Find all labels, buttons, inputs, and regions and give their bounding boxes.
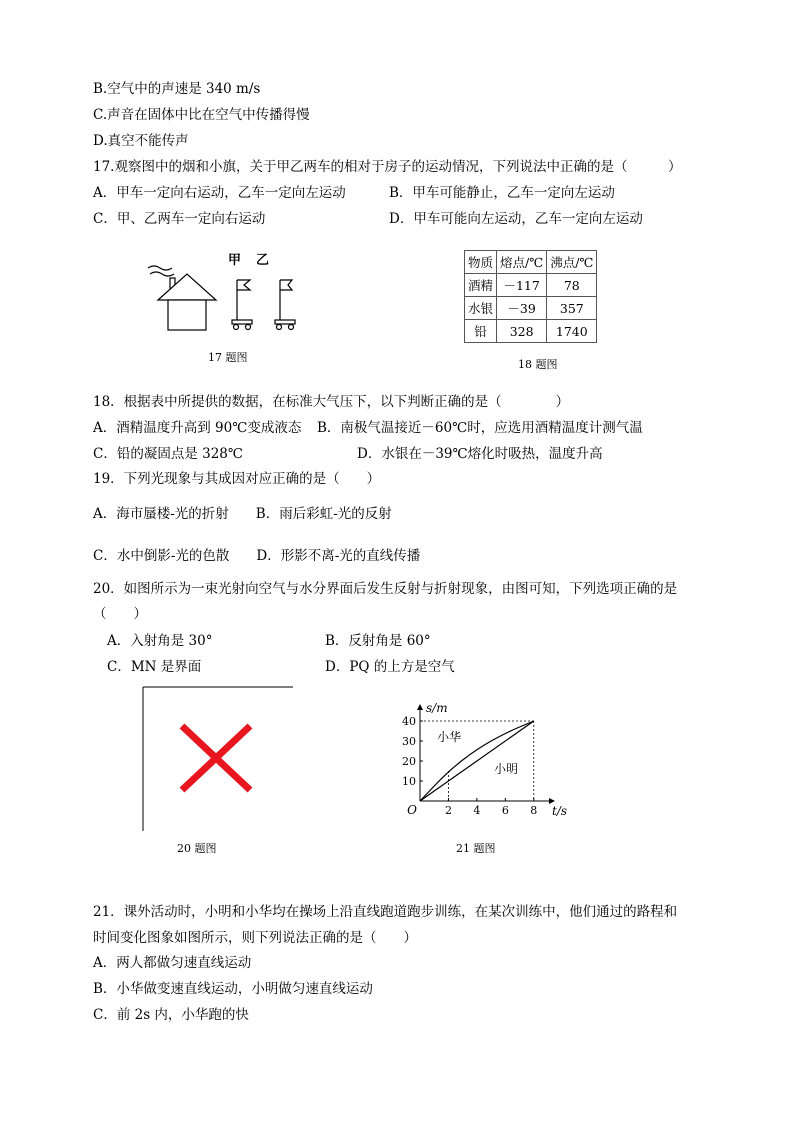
figure-21-chart [398,700,568,826]
figure-20-placeholder [142,686,294,832]
q17-option-c: C．甲、乙两车一定向右运动 [93,211,266,227]
q21-option-b: B．小华做变速直线运动，小明做匀速直线运动 [93,981,373,997]
q17-stem: 17.观察图中的烟和小旗，关于甲乙两车的相对于房子的运动情况，下列说法中正确的是（ ） [93,159,682,175]
q18-option-d: D．水银在－39℃熔化时吸热，温度升高 [357,446,603,462]
label-jia: 甲 [228,253,242,268]
y-axis-label: s/m [426,701,448,715]
q16-option-c: C.声音在固体中比在空气中传播得慢 [93,107,310,123]
table-cell: 酒精 [465,274,497,297]
q20-option-b: B．反射角是 60° [325,633,431,649]
y-tick-label: 20 [402,755,416,768]
cart-yi-icon [275,280,295,330]
series-label-xiaohua: 小华 [437,730,462,744]
table-cell: 78 [547,274,597,297]
q16-option-d: D.真空不能传声 [93,133,189,149]
q20-option-a: A．入射角是 30° [107,633,213,649]
q19-stem: 19．下列光现象与其成因对应正确的是（ ） [93,471,381,487]
y-tick-label: 30 [402,735,416,748]
q17-option-d: D．甲车可能向左运动，乙车一定向左运动 [389,211,643,227]
table-row [465,297,597,320]
x-tick-label: 8 [530,804,538,817]
q20-option-d: D．PQ 的上方是空气 [325,659,455,675]
q20-paren: （ ） [93,606,147,622]
q19-options-ab: A．海市蜃楼-光的折射 B．雨后彩虹-光的反射 [93,506,392,522]
table-header: 熔点/℃ [497,251,547,274]
table-header-row [465,251,597,274]
table-row [465,320,597,343]
y-tick-label: 10 [402,775,416,788]
x-tick-label: 6 [501,804,509,817]
label-yi: 乙 [256,253,270,268]
fig18-caption: 18 题图 [518,358,558,371]
q21-stem-line2: 时间变化图象如图所示，则下列说法正确的是（ ） [93,930,417,946]
q19-options-cd: C．水中倒影-光的色散 D．形影不离-光的直线传播 [93,548,421,564]
table-cell: 1740 [547,320,597,343]
broken-image-x-icon [182,726,250,790]
q17-option-b: B．甲车可能静止，乙车一定向左运动 [389,185,615,201]
q21-stem-line1: 21．课外活动时，小明和小华均在操场上沿直线跑道跑步训练，在某次训练中，他们通过的路程和 [93,904,678,920]
x-axis-label: t/s [552,804,568,818]
cart-jia-icon [232,280,252,330]
smoke-icon [148,266,172,270]
q20-stem: 20．如图所示为一束光射向空气与水分界面后发生反射与折射现象，由图可知，下列选项正确的是 [93,581,678,597]
q18-option-a: A．酒精温度升高到 90℃变成液态 [93,420,302,436]
q17-option-a: A．甲车一定向右运动，乙车一定向左运动 [93,185,346,201]
table-cell: 水银 [465,297,497,320]
fig21-caption: 21 题图 [456,842,496,855]
fig20-caption: 20 题图 [177,842,217,855]
table-cell: 357 [547,297,597,320]
q21-option-a: A．两人都做匀速直线运动 [93,955,252,971]
figure-17 [140,248,310,338]
table-cell: －117 [497,274,547,297]
q18-option-b: B．南极气温接近－60℃时，应选用酒精温度计测气温 [317,420,643,436]
melting-boiling-table [464,250,597,343]
table-cell: 铅 [465,320,497,343]
table-header: 物质 [465,251,497,274]
q20-option-c: C．MN 是界面 [107,659,202,675]
q21-option-c: C．前 2s 内，小华跑的快 [93,1007,249,1023]
table-header: 沸点/℃ [547,251,597,274]
x-tick-label: 2 [444,804,452,817]
fig17-caption: 17 题图 [208,351,248,364]
table-cell: 328 [497,320,547,343]
q16-option-b: B.空气中的声速是 340 m/s [93,81,261,97]
series-label-xiaoming: 小明 [493,762,518,776]
q18-stem: 18．根据表中所提供的数据，在标准大气压下，以下判断正确的是（ ） [93,394,570,410]
table-row [465,274,597,297]
origin-label: O [407,803,417,817]
house-icon [158,274,216,300]
x-tick-label: 4 [473,804,481,817]
y-tick-label: 40 [402,715,416,728]
q18-option-c: C．铅的凝固点是 328℃ [93,446,243,462]
table-cell: －39 [497,297,547,320]
